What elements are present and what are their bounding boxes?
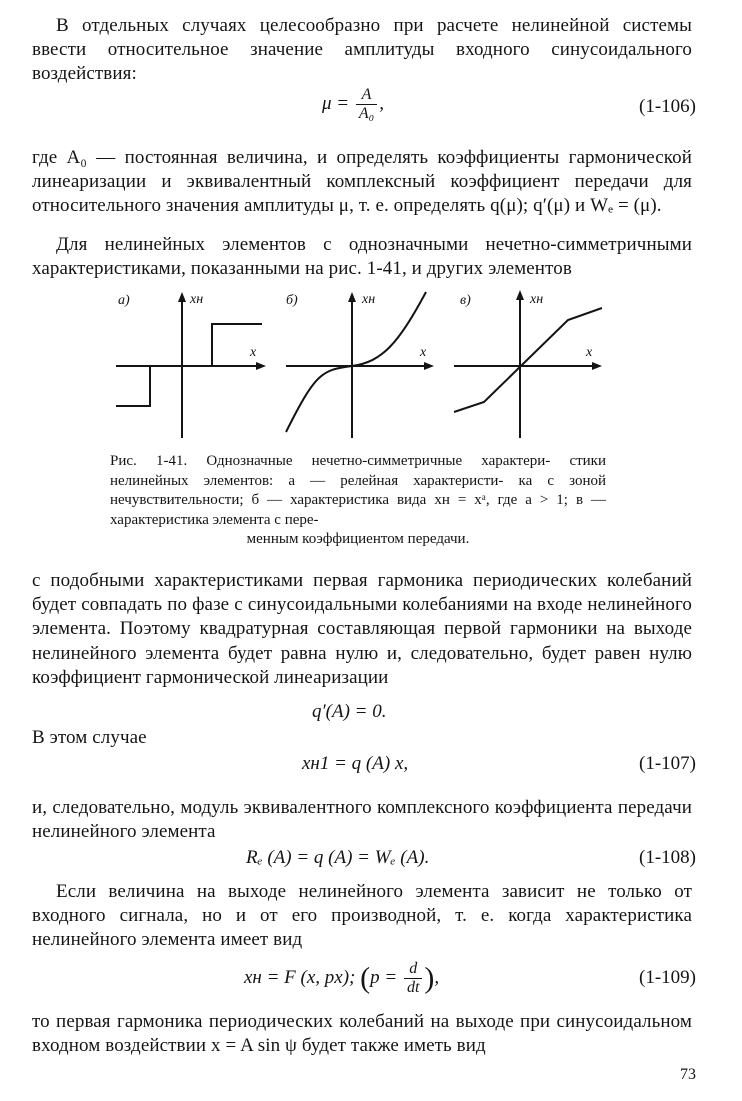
caption-line-4: xн = xᵃ, где a > 1; в — характеристика элемента с пере- [110,492,606,528]
eq109-p: p = [370,966,398,988]
panel-a-plot [116,296,262,438]
paragraph-1: В отдельных случаях целесообразно при расчете нелинейной системы ввести относительное значение амплитуды входного синусоидального воздействия: [32,15,692,85]
panel-b-y-label: xн [362,292,376,307]
panel-a-y-label: xн [190,292,204,307]
eq106-lhs: μ = [322,92,350,114]
panel-a-x-label: x [250,345,257,360]
equation-number-1-108: (1-108) [639,847,696,868]
equation-q-prime: q′(A) = 0. [312,701,387,722]
equation-number-1-107: (1-107) [639,753,696,774]
eq109-open-paren: ( [360,961,371,995]
paragraph-2: где A₀ — постоянная величина, и определять коэффициенты гармонической линеаризации и эквивалентный комплексный коэффициент передачи для относительного значения амплитуды μ, т. е. определять q(μ); q′(μ) и Wₑ = (μ). [32,147,692,217]
panel-b-y-arrow [348,292,356,302]
panel-c-x-label: x [586,345,593,360]
panel-c-plot [454,294,602,438]
paragraph-4: с подобными характеристиками первая гармоника периодических колебаний будет совпадать по фазе с синусоидальными колебаниями на входе нелинейного элемента. Поэтому квадратурная составляющая первой гармоники на выходе нелинейного элемента будет равна нулю и, следовательно, будет равен нулю коэффициент гармонической линеаризации [32,570,692,688]
paragraph-3: Для нелинейных элементов с однозначными нечетно-симметричными характеристиками, показанными на рис. 1-41, и других элементов [32,234,692,280]
paragraph-5: В этом случае [32,727,147,748]
paragraph-6: и, следовательно, модуль эквивалентного комплексного коэффициента передачи нелинейного элемента [32,797,692,843]
panel-a-y-arrow [178,292,186,302]
panel-c-y-arrow [516,290,524,300]
caption-line-2: стики нелинейных элементов: а — релейная характеристи- [110,453,606,489]
caption-line-5: менным коэффициентом передачи. [246,531,470,547]
caption-line-1: Рис. 1-41. Однозначные нечетно-симметричные характери- [110,453,551,469]
panel-b-x-label: x [420,345,427,360]
eq109-lhs: xн = F (x, px); [244,966,356,988]
eq109-numerator: d [404,960,422,979]
equation-1-109 [244,960,439,997]
eq106-tail: , [379,92,384,114]
panel-c-label: в) [460,293,471,308]
eq109-denominator: dt [406,979,420,996]
eq109-fraction [404,960,422,997]
panel-b-curve [286,292,426,432]
caption-line-3: ка с зоной нечувствительности; б — характеристика вида [110,472,606,508]
eq109-tail: , [434,966,440,988]
panel-b-plot [286,292,430,438]
eq109-close-paren: ) [424,961,435,995]
panel-a-x-arrow [256,362,266,370]
panel-c-x-arrow [592,362,602,370]
panel-b-x-arrow [424,362,434,370]
panel-b-label: б) [286,293,298,308]
paragraph-7: Если величина на выходе нелинейного элемента зависит не только от входного сигнала, но и от его производной, т. е. когда характеристика нелинейного элемента имеет вид [32,881,692,951]
figure-caption [110,452,606,550]
panel-a-label: а) [118,293,130,308]
equation-number-1-109: (1-109) [639,967,696,988]
eq106-numerator: A [356,86,377,105]
paragraph-8: то первая гармоника периодических колебаний на выходе при синусоидальном входном воздействии x = A sin ψ будет также иметь вид [32,1011,692,1057]
panel-c-y-label: xн [530,292,544,307]
equation-1-108: Rₑ (A) = q (A) = Wₑ (A). [246,847,430,868]
panel-c-curve [454,308,602,412]
eq106-denominator: A₀ [358,105,375,122]
page-number: 73 [680,1066,696,1083]
figure-1-41 [0,0,742,460]
equation-1-107: xн1 = q (A) x, [302,753,409,774]
equation-number-1-106: (1-106) [639,96,696,117]
